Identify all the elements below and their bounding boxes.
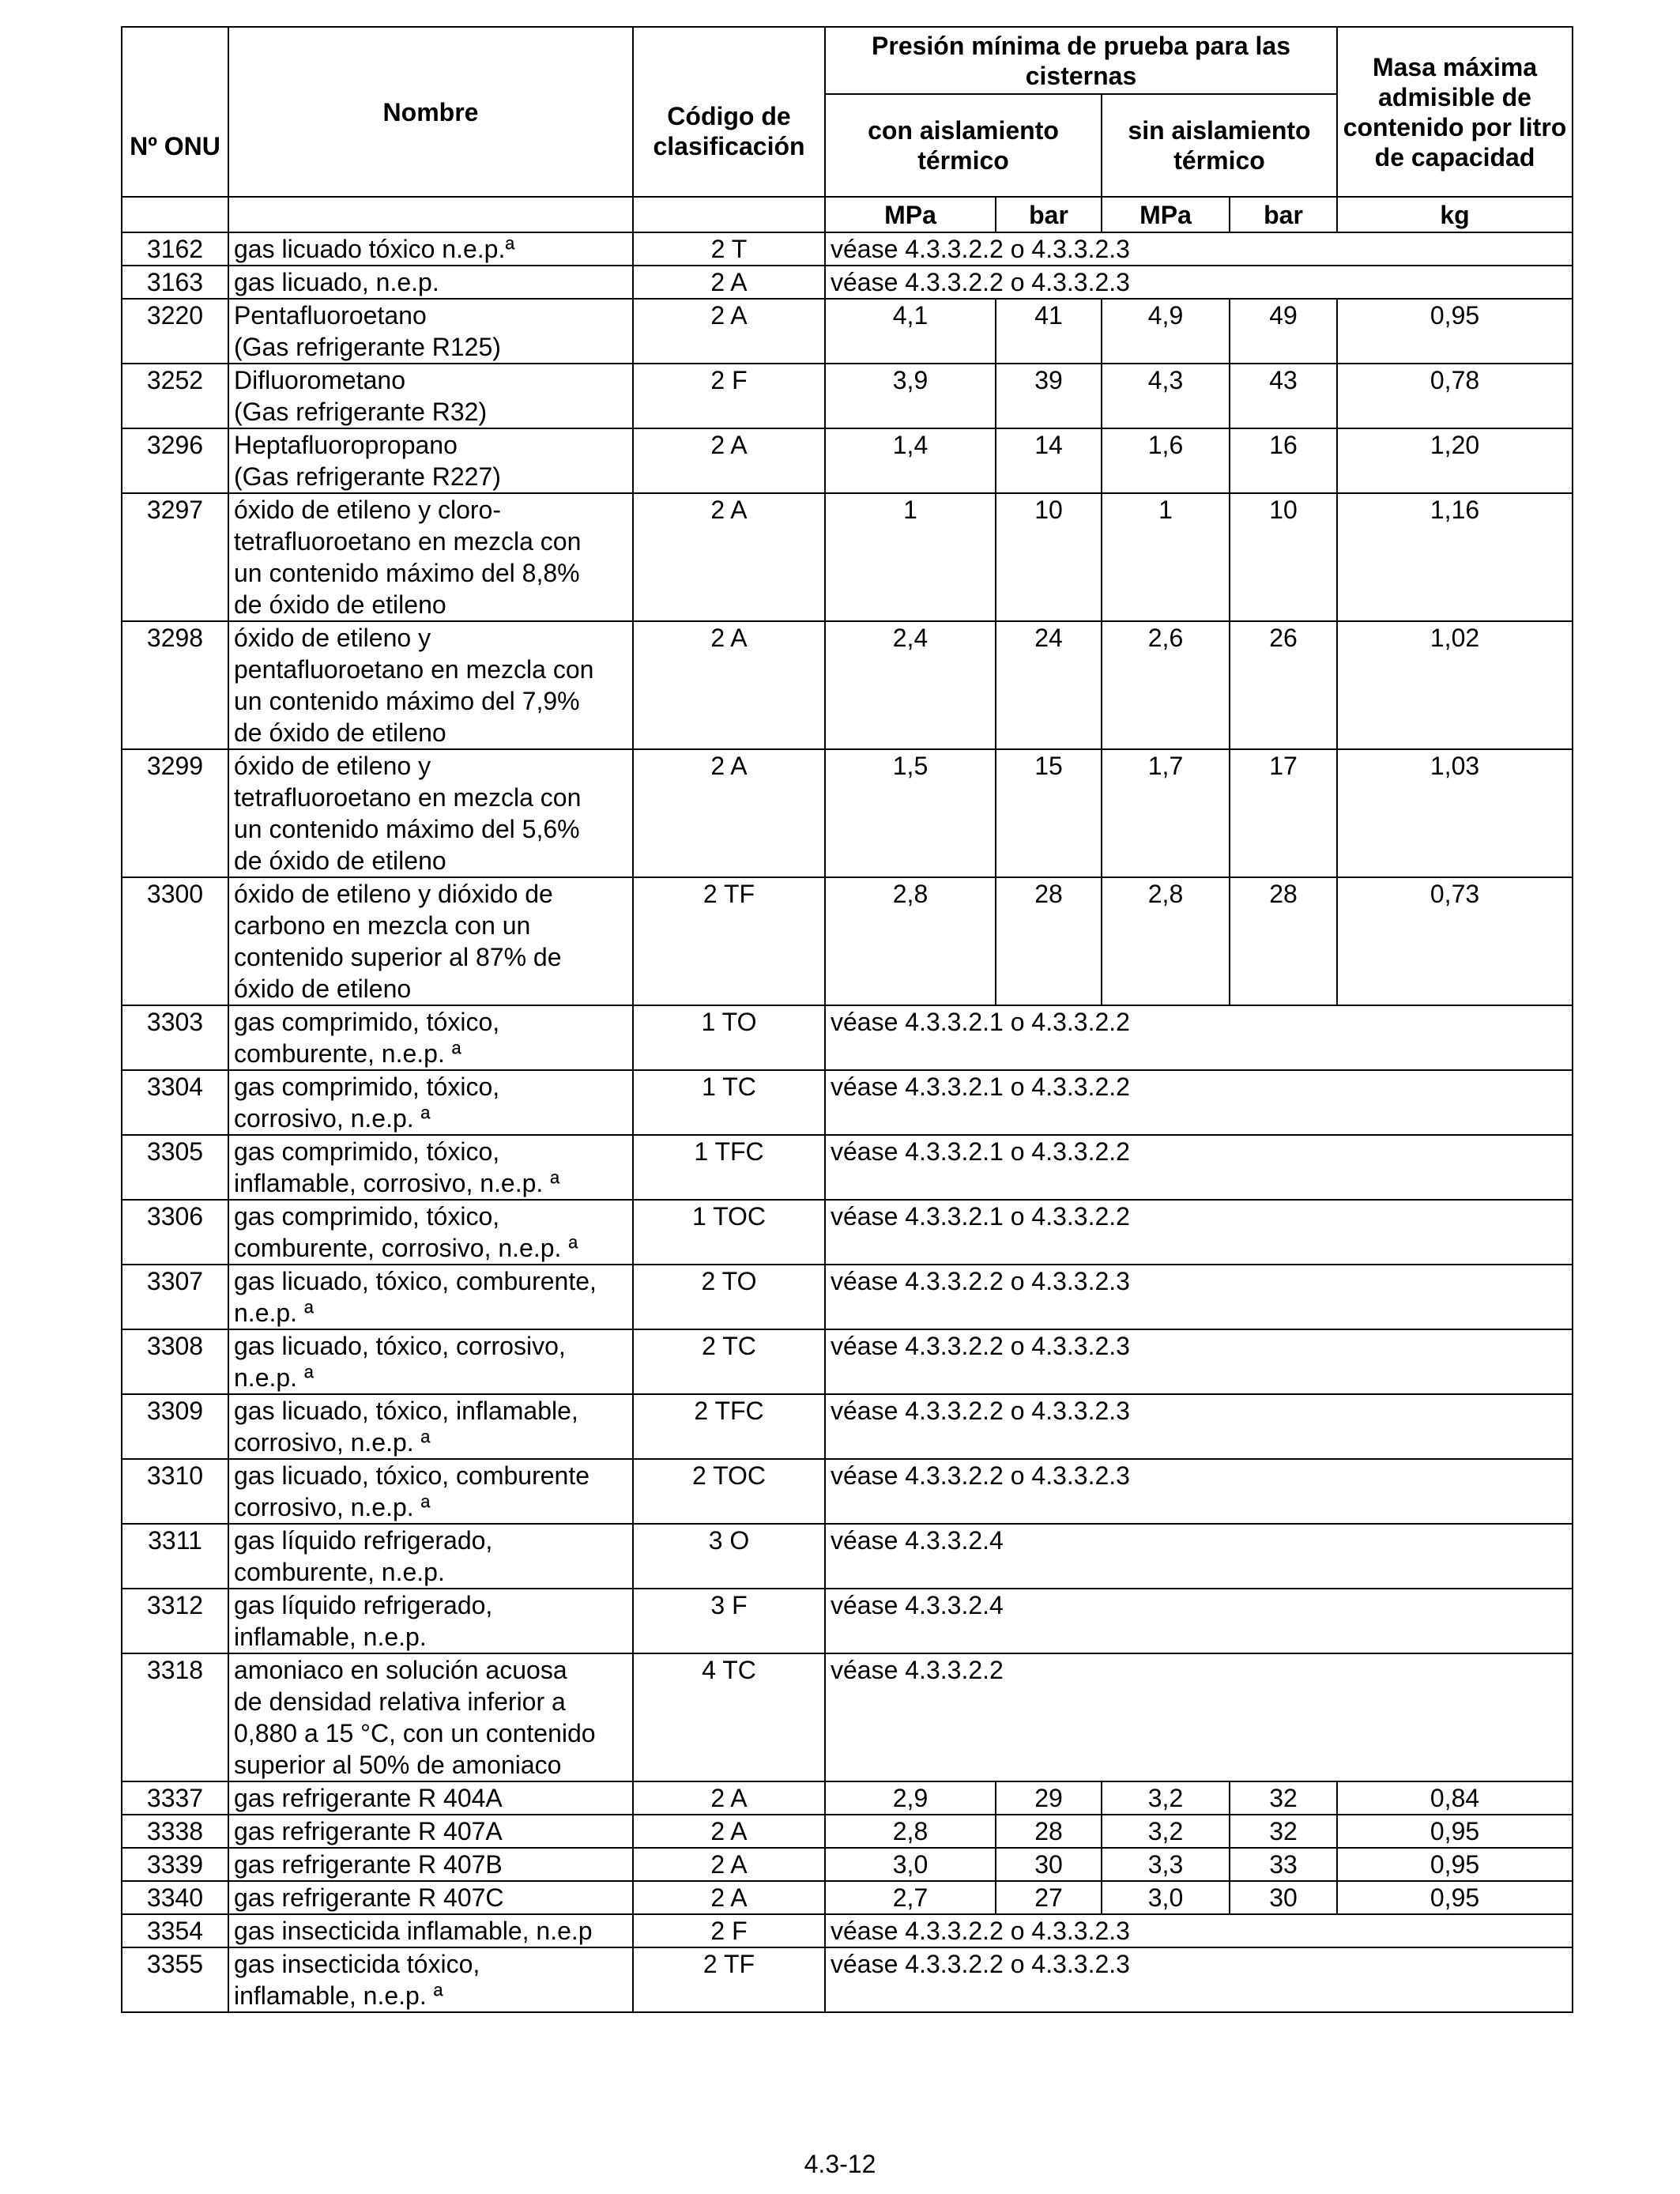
table-row: [122, 621, 1573, 749]
reference-cell: véase 4.3.3.2.2 o 4.3.3.2.3: [825, 1914, 1573, 1947]
onu-number-cell: 3310: [122, 1459, 228, 1524]
bar-uninsulated-cell: 33: [1230, 1848, 1337, 1881]
bar-insulated-cell: 30: [996, 1848, 1102, 1881]
mpa-uninsulated-cell: 4,9: [1102, 299, 1230, 364]
classification-code-cell: 2 TC: [633, 1329, 825, 1394]
mpa-uninsulated-cell: 3,3: [1102, 1848, 1230, 1881]
classification-code-cell: 2 A: [633, 428, 825, 493]
header-unit-mpa-sin: MPa: [1102, 197, 1230, 232]
max-mass-cell: 1,03: [1337, 749, 1573, 877]
reference-cell: véase 4.3.3.2.2 o 4.3.3.2.3: [825, 1265, 1573, 1329]
reference-cell: véase 4.3.3.2.2 o 4.3.3.2.3: [825, 1459, 1573, 1524]
header-codigo: Código de clasificación: [633, 27, 825, 197]
reference-cell: véase 4.3.3.2.1 o 4.3.3.2.2: [825, 1005, 1573, 1070]
classification-code-cell: 2 TFC: [633, 1394, 825, 1459]
name-cell: gas licuado, tóxico, corrosivo, n.e.p. ª: [228, 1329, 633, 1394]
onu-number-cell: 3340: [122, 1881, 228, 1914]
bar-insulated-cell: 24: [996, 621, 1102, 749]
table-row: [122, 493, 1573, 621]
table-row: [122, 1005, 1573, 1070]
bar-insulated-cell: 15: [996, 749, 1102, 877]
bar-uninsulated-cell: 32: [1230, 1781, 1337, 1815]
max-mass-cell: 1,02: [1337, 621, 1573, 749]
table-row: [122, 1881, 1573, 1914]
max-mass-cell: 0,95: [1337, 1815, 1573, 1848]
mpa-uninsulated-cell: 4,3: [1102, 364, 1230, 428]
table-row: [122, 1914, 1573, 1947]
bar-insulated-cell: 28: [996, 1815, 1102, 1848]
mpa-insulated-cell: 3,9: [825, 364, 996, 428]
onu-number-cell: 3304: [122, 1070, 228, 1135]
classification-code-cell: 4 TC: [633, 1653, 825, 1781]
onu-number-cell: 3162: [122, 232, 228, 266]
table-row: [122, 364, 1573, 428]
name-cell: amoniaco en solución acuosa de densidad relativa inferior a 0,880 a 15 °C, con un contenido superior al 50% de amoniaco: [228, 1653, 633, 1781]
classification-code-cell: 2 A: [633, 621, 825, 749]
mpa-uninsulated-cell: 1: [1102, 493, 1230, 621]
mpa-insulated-cell: 2,7: [825, 1881, 996, 1914]
name-cell: óxido de etileno y pentafluoroetano en mezcla con un contenido máximo del 7,9% de óxido de etileno: [228, 621, 633, 749]
classification-code-cell: 2 F: [633, 364, 825, 428]
mpa-uninsulated-cell: 2,6: [1102, 621, 1230, 749]
reference-cell: véase 4.3.3.2.1 o 4.3.3.2.2: [825, 1200, 1573, 1265]
table-row: [122, 1589, 1573, 1653]
classification-code-cell: 1 TFC: [633, 1135, 825, 1200]
classification-code-cell: 2 A: [633, 493, 825, 621]
classification-code-cell: 1 TC: [633, 1070, 825, 1135]
table-row: [122, 1947, 1573, 2012]
bar-uninsulated-cell: 43: [1230, 364, 1337, 428]
table-row: [122, 877, 1573, 1005]
max-mass-cell: 1,16: [1337, 493, 1573, 621]
page-number: 4.3-12: [804, 2150, 876, 2178]
header-onu: Nº ONU: [122, 27, 228, 197]
onu-number-cell: 3312: [122, 1589, 228, 1653]
onu-number-cell: 3355: [122, 1947, 228, 2012]
mpa-insulated-cell: 4,1: [825, 299, 996, 364]
name-cell: óxido de etileno y cloro- tetrafluoroetano en mezcla con un contenido máximo del 8,8% de óxido de etileno: [228, 493, 633, 621]
bar-uninsulated-cell: 17: [1230, 749, 1337, 877]
mpa-insulated-cell: 1: [825, 493, 996, 621]
table-row: [122, 1815, 1573, 1848]
reference-cell: véase 4.3.3.2.2 o 4.3.3.2.3: [825, 1394, 1573, 1459]
name-cell: gas refrigerante R 407A: [228, 1815, 633, 1848]
bar-insulated-cell: 14: [996, 428, 1102, 493]
name-cell: óxido de etileno y dióxido de carbono en mezcla con un contenido superior al 87% de óxido de etileno: [228, 877, 633, 1005]
bar-uninsulated-cell: 10: [1230, 493, 1337, 621]
header-unit-bar-sin: bar: [1230, 197, 1337, 232]
header-unit-kg: kg: [1337, 197, 1573, 232]
bar-uninsulated-cell: 32: [1230, 1815, 1337, 1848]
bar-insulated-cell: 39: [996, 364, 1102, 428]
name-cell: Pentafluoroetano (Gas refrigerante R125): [228, 299, 633, 364]
max-mass-cell: 0,78: [1337, 364, 1573, 428]
classification-code-cell: 2 A: [633, 1881, 825, 1914]
table-row: [122, 1135, 1573, 1200]
max-mass-cell: 0,95: [1337, 299, 1573, 364]
mpa-insulated-cell: 2,8: [825, 877, 996, 1005]
classification-code-cell: 2 A: [633, 1781, 825, 1815]
onu-number-cell: 3296: [122, 428, 228, 493]
mpa-insulated-cell: 3,0: [825, 1848, 996, 1881]
table-row: [122, 1848, 1573, 1881]
table-body: [122, 232, 1573, 2012]
table-row: [122, 1070, 1573, 1135]
onu-number-cell: 3337: [122, 1781, 228, 1815]
onu-number-cell: 3303: [122, 1005, 228, 1070]
reference-cell: véase 4.3.3.2.2: [825, 1653, 1573, 1781]
bar-uninsulated-cell: 28: [1230, 877, 1337, 1005]
table-row: [122, 1329, 1573, 1394]
header-codigo-cont: [633, 197, 825, 232]
mpa-uninsulated-cell: 3,0: [1102, 1881, 1230, 1914]
name-cell: gas refrigerante R 407B: [228, 1848, 633, 1881]
table-row: [122, 1265, 1573, 1329]
header-onu-cont: [122, 197, 228, 232]
bar-uninsulated-cell: 30: [1230, 1881, 1337, 1914]
onu-number-cell: 3338: [122, 1815, 228, 1848]
bar-insulated-cell: 28: [996, 877, 1102, 1005]
name-cell: gas licuado, tóxico, comburente corrosivo, n.e.p. ª: [228, 1459, 633, 1524]
table-row: [122, 1524, 1573, 1589]
classification-code-cell: 2 T: [633, 232, 825, 266]
classification-code-cell: 3 F: [633, 1589, 825, 1653]
max-mass-cell: 0,95: [1337, 1881, 1573, 1914]
onu-number-cell: 3354: [122, 1914, 228, 1947]
classification-code-cell: 1 TOC: [633, 1200, 825, 1265]
gas-table: [121, 26, 1573, 2013]
onu-number-cell: 3300: [122, 877, 228, 1005]
classification-code-cell: 2 TO: [633, 1265, 825, 1329]
name-cell: gas líquido refrigerado, comburente, n.e.p.: [228, 1524, 633, 1589]
table-row: [122, 1781, 1573, 1815]
header-sin-aislamiento: sin aislamiento térmico: [1102, 94, 1337, 197]
onu-number-cell: 3318: [122, 1653, 228, 1781]
onu-number-cell: 3307: [122, 1265, 228, 1329]
bar-insulated-cell: 27: [996, 1881, 1102, 1914]
classification-code-cell: 2 A: [633, 1848, 825, 1881]
bar-insulated-cell: 29: [996, 1781, 1102, 1815]
onu-number-cell: 3339: [122, 1848, 228, 1881]
mpa-insulated-cell: 1,4: [825, 428, 996, 493]
reference-cell: véase 4.3.3.2.2 o 4.3.3.2.3: [825, 1329, 1573, 1394]
name-cell: Difluorometano (Gas refrigerante R32): [228, 364, 633, 428]
onu-number-cell: 3309: [122, 1394, 228, 1459]
table-header: [122, 27, 1573, 232]
name-cell: gas refrigerante R 407C: [228, 1881, 633, 1914]
onu-number-cell: 3163: [122, 266, 228, 299]
mpa-insulated-cell: 2,9: [825, 1781, 996, 1815]
header-nombre-cont: [228, 197, 633, 232]
name-cell: gas comprimido, tóxico, corrosivo, n.e.p. ª: [228, 1070, 633, 1135]
reference-cell: véase 4.3.3.2.2 o 4.3.3.2.3: [825, 232, 1573, 266]
name-cell: gas licuado tóxico n.e.p.ª: [228, 232, 633, 266]
mpa-uninsulated-cell: 1,7: [1102, 749, 1230, 877]
header-masa: Masa máxima admisible de contenido por litro de capacidad: [1337, 27, 1573, 197]
table-row: [122, 299, 1573, 364]
bar-insulated-cell: 10: [996, 493, 1102, 621]
name-cell: gas comprimido, tóxico, comburente, n.e.p. ª: [228, 1005, 633, 1070]
reference-cell: véase 4.3.3.2.1 o 4.3.3.2.2: [825, 1070, 1573, 1135]
reference-cell: véase 4.3.3.2.4: [825, 1524, 1573, 1589]
max-mass-cell: 0,95: [1337, 1848, 1573, 1881]
reference-cell: véase 4.3.3.2.1 o 4.3.3.2.2: [825, 1135, 1573, 1200]
onu-number-cell: 3305: [122, 1135, 228, 1200]
name-cell: gas comprimido, tóxico, inflamable, corrosivo, n.e.p. ª: [228, 1135, 633, 1200]
name-cell: Heptafluoropropano (Gas refrigerante R227): [228, 428, 633, 493]
onu-number-cell: 3311: [122, 1524, 228, 1589]
header-unit-mpa-con: MPa: [825, 197, 996, 232]
onu-number-cell: 3299: [122, 749, 228, 877]
header-unit-bar-con: bar: [996, 197, 1102, 232]
classification-code-cell: 2 A: [633, 749, 825, 877]
mpa-insulated-cell: 1,5: [825, 749, 996, 877]
classification-code-cell: 2 TOC: [633, 1459, 825, 1524]
name-cell: gas líquido refrigerado, inflamable, n.e.p.: [228, 1589, 633, 1653]
name-cell: gas insecticida tóxico, inflamable, n.e.p. ª: [228, 1947, 633, 2012]
max-mass-cell: 0,84: [1337, 1781, 1573, 1815]
table-row: [122, 428, 1573, 493]
classification-code-cell: 1 TO: [633, 1005, 825, 1070]
mpa-uninsulated-cell: 3,2: [1102, 1781, 1230, 1815]
reference-cell: véase 4.3.3.2.2 o 4.3.3.2.3: [825, 266, 1573, 299]
onu-number-cell: 3297: [122, 493, 228, 621]
mpa-insulated-cell: 2,4: [825, 621, 996, 749]
header-con-aislamiento: con aislamiento térmico: [825, 94, 1102, 197]
reference-cell: véase 4.3.3.2.2 o 4.3.3.2.3: [825, 1947, 1573, 2012]
table-row: [122, 232, 1573, 266]
max-mass-cell: 1,20: [1337, 428, 1573, 493]
mpa-uninsulated-cell: 3,2: [1102, 1815, 1230, 1848]
name-cell: óxido de etileno y tetrafluoroetano en mezcla con un contenido máximo del 5,6% de óxido de etileno: [228, 749, 633, 877]
max-mass-cell: 0,73: [1337, 877, 1573, 1005]
header-presion: Presión mínima de prueba para las cisternas: [825, 27, 1337, 94]
onu-number-cell: 3252: [122, 364, 228, 428]
table-row: [122, 1200, 1573, 1265]
bar-uninsulated-cell: 26: [1230, 621, 1337, 749]
classification-code-cell: 2 A: [633, 1815, 825, 1848]
mpa-uninsulated-cell: 2,8: [1102, 877, 1230, 1005]
onu-number-cell: 3306: [122, 1200, 228, 1265]
classification-code-cell: 2 TF: [633, 877, 825, 1005]
name-cell: gas refrigerante R 404A: [228, 1781, 633, 1815]
mpa-uninsulated-cell: 1,6: [1102, 428, 1230, 493]
onu-number-cell: 3308: [122, 1329, 228, 1394]
classification-code-cell: 2 TF: [633, 1947, 825, 2012]
mpa-insulated-cell: 2,8: [825, 1815, 996, 1848]
onu-number-cell: 3298: [122, 621, 228, 749]
classification-code-cell: 2 F: [633, 1914, 825, 1947]
name-cell: gas licuado, n.e.p.: [228, 266, 633, 299]
bar-uninsulated-cell: 49: [1230, 299, 1337, 364]
classification-code-cell: 2 A: [633, 266, 825, 299]
bar-uninsulated-cell: 16: [1230, 428, 1337, 493]
table-row: [122, 749, 1573, 877]
table-row: [122, 1459, 1573, 1524]
classification-code-cell: 2 A: [633, 299, 825, 364]
reference-cell: véase 4.3.3.2.4: [825, 1589, 1573, 1653]
name-cell: gas insecticida inflamable, n.e.p: [228, 1914, 633, 1947]
classification-code-cell: 3 O: [633, 1524, 825, 1589]
bar-insulated-cell: 41: [996, 299, 1102, 364]
onu-number-cell: 3220: [122, 299, 228, 364]
table-row: [122, 266, 1573, 299]
header-nombre: Nombre: [228, 27, 633, 197]
name-cell: gas comprimido, tóxico, comburente, corrosivo, n.e.p. ª: [228, 1200, 633, 1265]
table-row: [122, 1653, 1573, 1781]
table-row: [122, 1394, 1573, 1459]
name-cell: gas licuado, tóxico, inflamable, corrosivo, n.e.p. ª: [228, 1394, 633, 1459]
name-cell: gas licuado, tóxico, comburente, n.e.p. ª: [228, 1265, 633, 1329]
